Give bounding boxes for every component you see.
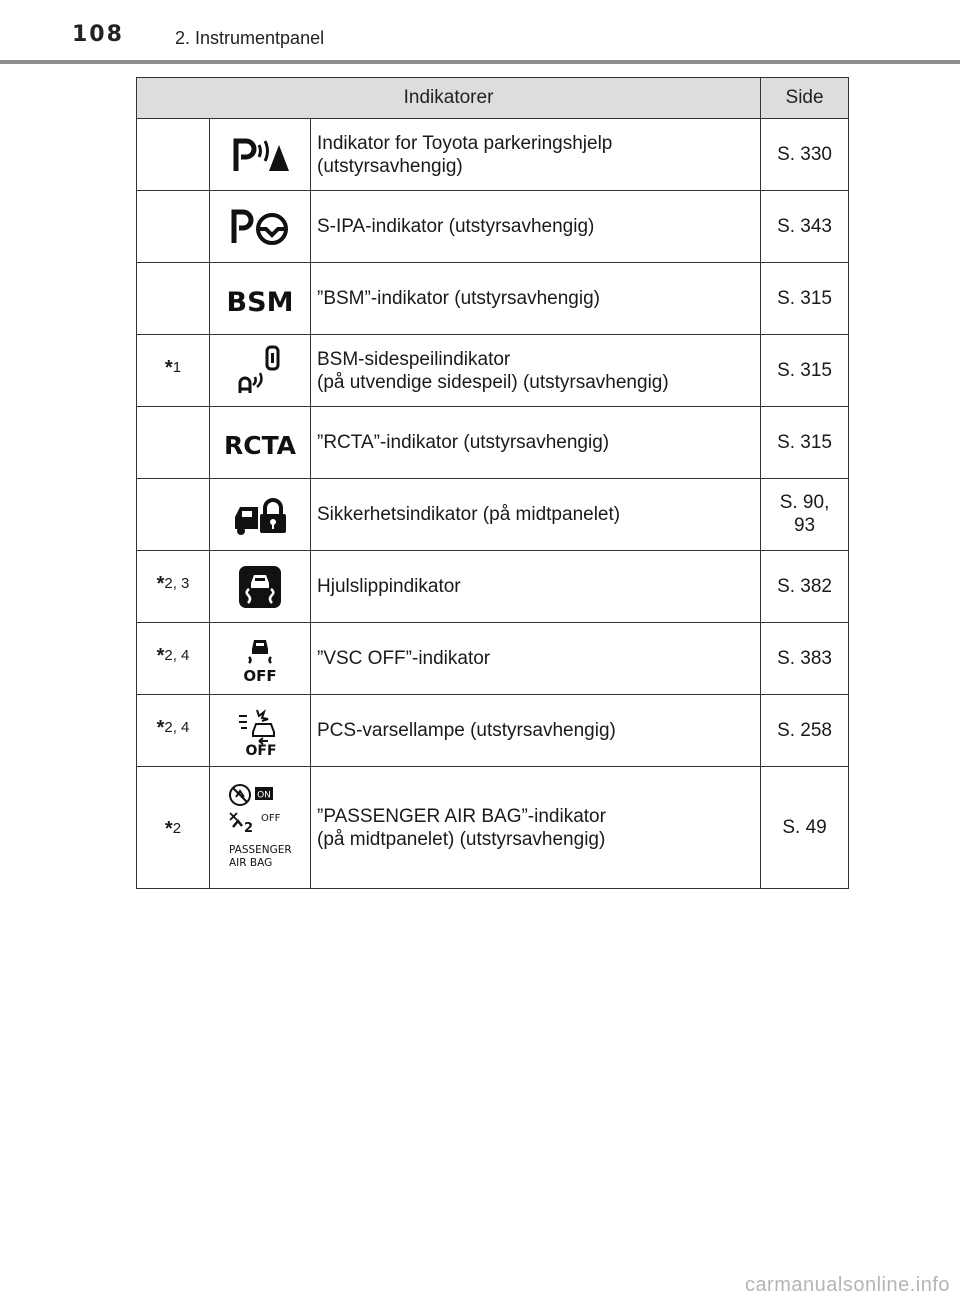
section-title: 2. Instrumentpanel	[175, 28, 325, 48]
page-reference: S. 49	[761, 767, 849, 889]
parking-assist-icon	[230, 135, 290, 175]
svg-text:RCTA: RCTA	[223, 430, 297, 460]
pcs-warning-icon	[235, 706, 285, 756]
table-row	[137, 407, 849, 479]
description-cell: ”VSC OFF”-indikator	[311, 623, 761, 695]
note-cell	[137, 479, 210, 551]
description-cell: S-IPA-indikator (utstyrsavhengig)	[311, 191, 761, 263]
page-reference: S. 315	[761, 335, 849, 407]
page-reference: S. 90, 93	[761, 479, 849, 551]
table-row	[137, 551, 849, 623]
note-cell	[137, 119, 210, 191]
icon-cell	[210, 263, 311, 335]
page-reference: S. 315	[761, 407, 849, 479]
icon-cell	[210, 695, 311, 767]
note-cell	[137, 191, 210, 263]
rcta-icon	[217, 426, 303, 460]
page-reference: S. 343	[761, 191, 849, 263]
page-header	[0, 0, 960, 70]
svg-text:OFF: OFF	[245, 742, 277, 756]
description-cell: ”BSM”-indikator (utstyrsavhengig)	[311, 263, 761, 335]
table-row	[137, 335, 849, 407]
svg-text:PASSENGER: PASSENGER	[229, 843, 292, 856]
note-cell: *2, 4	[137, 623, 210, 695]
note-cell	[137, 407, 210, 479]
page-reference: S. 330	[761, 119, 849, 191]
page-number: 108	[72, 22, 124, 47]
header-divider	[0, 60, 960, 64]
slip-icon	[238, 565, 282, 609]
table-row	[137, 263, 849, 335]
description-cell: Hjulslippindikator	[311, 551, 761, 623]
icon-cell	[210, 335, 311, 407]
watermark: carmanualsonline.info	[744, 1274, 950, 1296]
svg-text:BSM: BSM	[226, 286, 294, 316]
description-cell: ”PASSENGER AIR BAG”-indikator (på midtpanelet) (utstyrsavhengig)	[311, 767, 761, 889]
svg-text:AIR BAG: AIR BAG	[229, 856, 273, 869]
description-cell: Sikkerhetsindikator (på midtpanelet)	[311, 479, 761, 551]
table-row	[137, 479, 849, 551]
vsc-off-icon	[235, 635, 285, 683]
table-header-row	[137, 78, 849, 119]
note-cell: *2, 4	[137, 695, 210, 767]
icon-cell	[210, 551, 311, 623]
bsm-mirror-icon	[235, 345, 285, 397]
page-reference: S. 258	[761, 695, 849, 767]
page-reference: S. 315	[761, 263, 849, 335]
table-row	[137, 623, 849, 695]
indicator-table	[136, 77, 849, 889]
icon-cell	[210, 119, 311, 191]
page-reference: S. 382	[761, 551, 849, 623]
icon-cell	[210, 479, 311, 551]
description-cell: ”RCTA”-indikator (utstyrsavhengig)	[311, 407, 761, 479]
icon-cell	[210, 623, 311, 695]
svg-text:2: 2	[244, 820, 254, 836]
svg-text:OFF: OFF	[261, 812, 281, 824]
table-row	[137, 119, 849, 191]
svg-text:OFF: OFF	[243, 666, 277, 683]
icon-cell	[210, 767, 311, 889]
security-icon	[232, 495, 288, 535]
page-reference: S. 383	[761, 623, 849, 695]
table-row	[137, 695, 849, 767]
passenger-airbag-icon	[227, 783, 293, 873]
description-cell: PCS-varsellampe (utstyrsavhengig)	[311, 695, 761, 767]
note-cell	[137, 263, 210, 335]
table-row	[137, 191, 849, 263]
description-cell: Indikator for Toyota parkeringshjelp (utstyrsavhengig)	[311, 119, 761, 191]
bsm-icon	[225, 282, 295, 316]
table-row	[137, 767, 849, 889]
note-cell: *2, 3	[137, 551, 210, 623]
column-header-indicators: Indikatorer	[137, 78, 761, 119]
icon-cell	[210, 191, 311, 263]
svg-text:ON: ON	[257, 790, 271, 800]
note-cell: *1	[137, 335, 210, 407]
column-header-page: Side	[761, 78, 849, 119]
description-cell: BSM-sidespeilindikator (på utvendige sidespeil) (utstyrsavhengig)	[311, 335, 761, 407]
note-cell: *2	[137, 767, 210, 889]
icon-cell	[210, 407, 311, 479]
s-ipa-icon	[229, 207, 291, 247]
